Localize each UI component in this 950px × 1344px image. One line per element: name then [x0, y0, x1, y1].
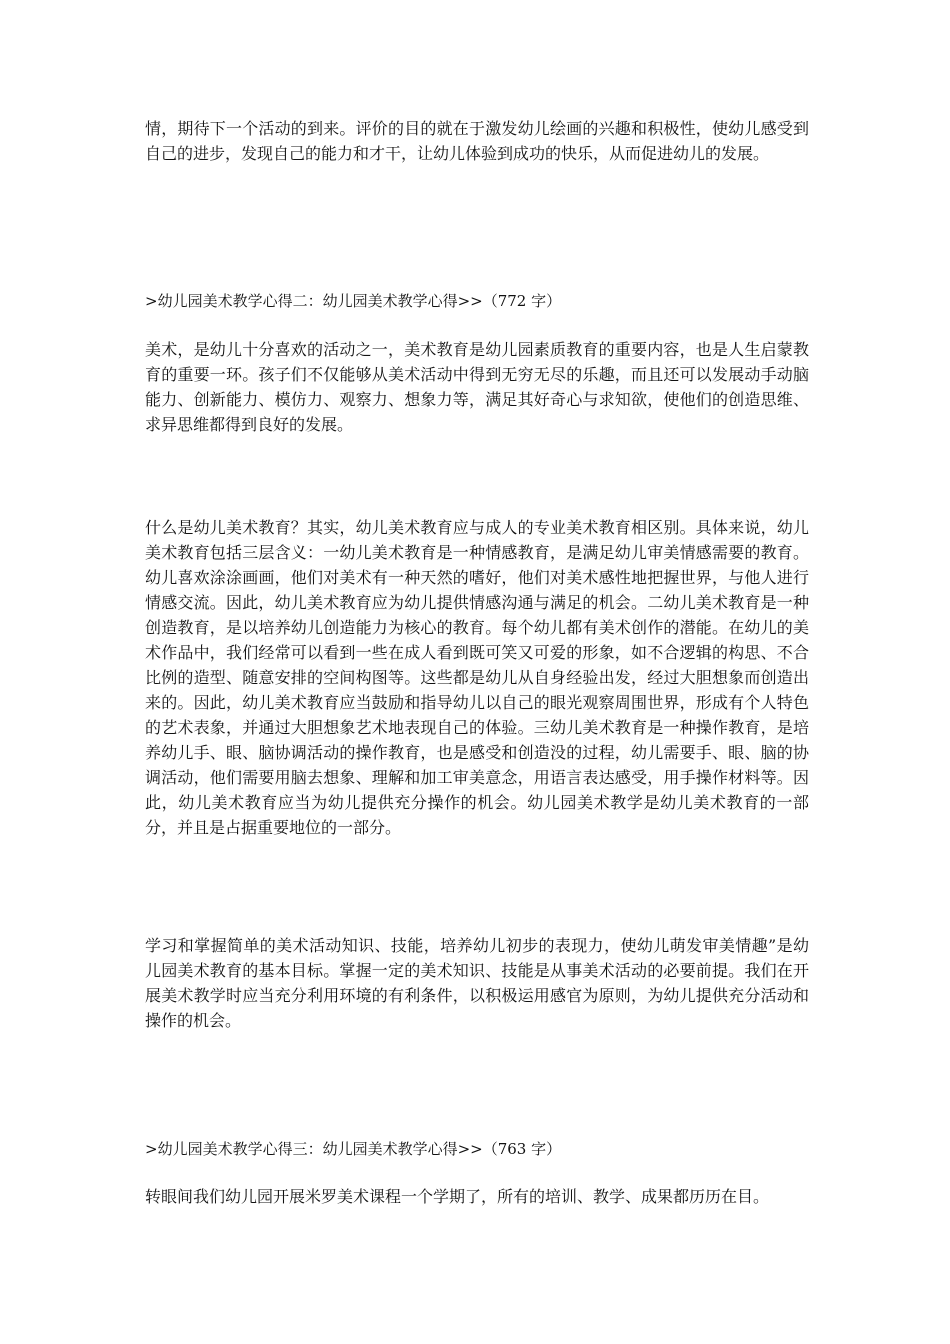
paragraph-art-importance: 美术，是幼儿十分喜欢的活动之一，美术教育是幼儿园素质教育的重要内容，也是人生启蒙教育的重要一环。孩子们不仅能够从美术活动中得到无穷无尽的乐趣，而且还可以发展动手动脑能力、创新能力、模仿力、观察力、想象力等，满足其好奇心与求知欲，使他们的创造思维、求异思维都得到良好的发展。 — [145, 340, 809, 434]
section-heading-3: >幼儿园美术教学心得三：幼儿园美术教学心得>>（763 字） — [145, 1140, 562, 1158]
paragraph-semester-review: 转眼间我们幼儿园开展米罗美术课程一个学期了，所有的培训、教学、成果都历历在目。 — [145, 1187, 770, 1206]
section-heading-2: >幼儿园美术教学心得二：幼儿园美术教学心得>>（772 字） — [145, 292, 562, 310]
paragraph-basic-goals: 学习和掌握简单的美术活动知识、技能，培养幼儿初步的表现力，使幼儿萌发审美情趣”是幼儿园美术教育的基本目标。掌握一定的美术知识、技能是从事美术活动的必要前提。我们在开展美术教学时应当充分利用环境的有利条件，以积极运用感官为原则，为幼儿提供充分活动和操作的机会。 — [145, 936, 809, 1030]
paragraph-what-is-art-education: 什么是幼儿美术教育？其实，幼儿美术教育应与成人的专业美术教育相区别。具体来说，幼儿美术教育包括三层含义：一幼儿美术教育是一种情感教育，是满足幼儿审美情感需要的教育。幼儿喜欢涂涂画画，他们对美术有一种天然的嗜好，他们对美术感性地把握世界，与他人进行情感交流。因此，幼儿美术教育应为幼儿提供情感沟通与满足的机会。二幼儿美术教育是一种创造教育，是以培养幼儿创造能力为核心的教育。每个幼儿都有美术创作的潜能。在幼儿的美术作品中，我们经常可以看到一些在成人看到既可笑又可爱的形象，如不合逻辑的构思、不合比例的造型、随意安排的空间构图等。这些都是幼儿从自身经验出发，经过大胆想象而创造出来的。因此，幼儿美术教育应当鼓励和指导幼儿以自己的眼光观察周围世界，形成有个人特色的艺术表象，并通过大胆想象艺术地表现自己的体验。三幼儿美术教育是一种操作教育，是培养幼儿手、眼、脑协调活动的操作教育，也是感受和创造没的过程，幼儿需要手、眼、脑的协调活动，他们需要用脑去想象、理解和加工审美意念，用语言表达感受，用手操作材料等。因此，幼儿美术教育应当为幼儿提供充分操作的机会。幼儿园美术教学是幼儿美术教育的一部分，并且是占据重要地位的一部分。 — [145, 518, 809, 837]
paragraph-evaluation-continuation: 情，期待下一个活动的到来。评价的目的就在于激发幼儿绘画的兴趣和积极性，使幼儿感受到自己的进步，发现自己的能力和才干，让幼儿体验到成功的快乐，从而促进幼儿的发展。 — [145, 119, 809, 163]
